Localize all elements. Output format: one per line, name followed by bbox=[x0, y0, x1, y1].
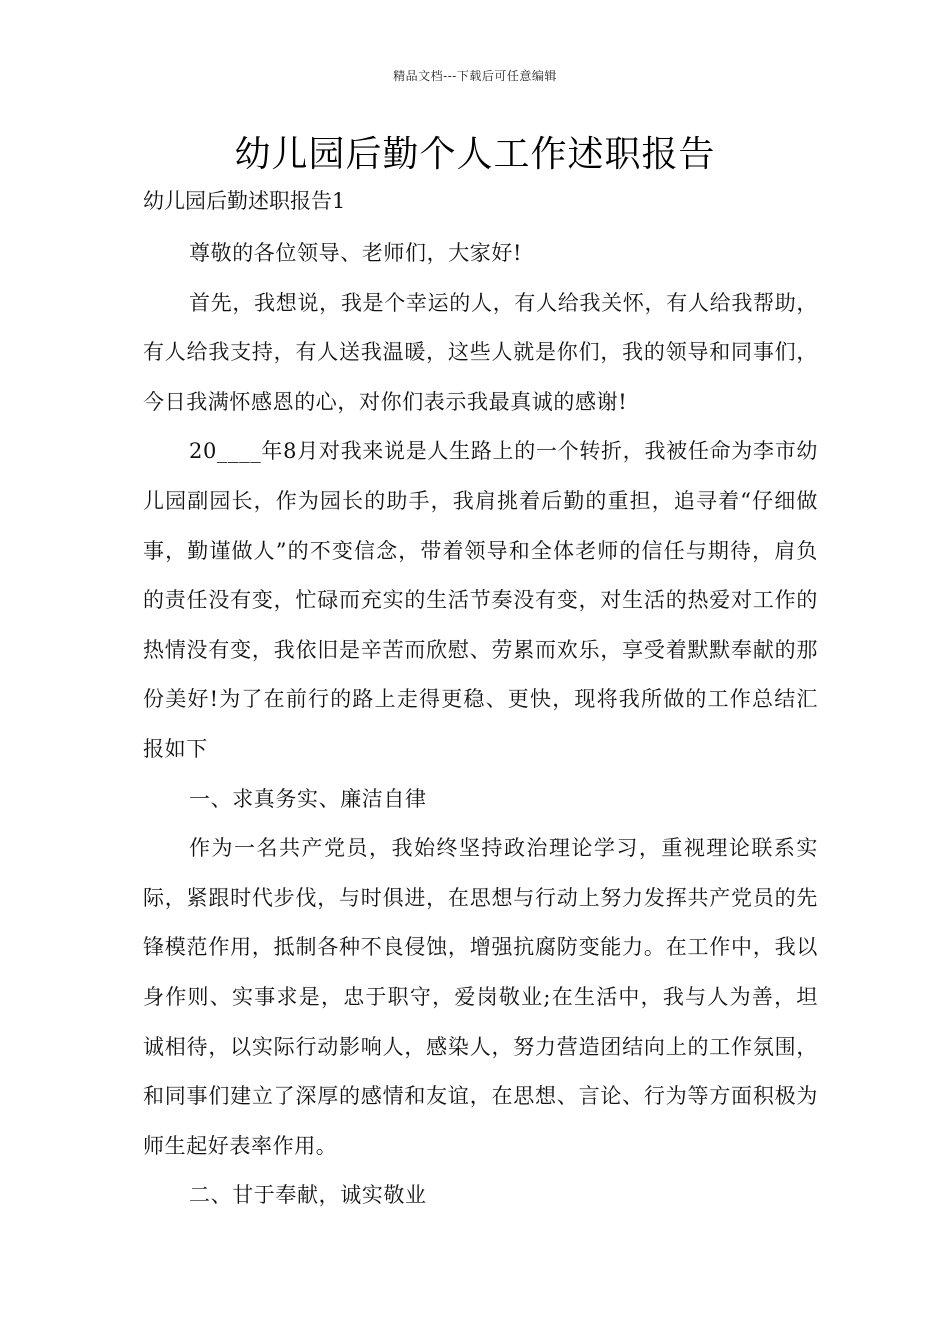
document-title: 幼儿园后勤个人工作述职报告 bbox=[234, 134, 716, 175]
body-paragraph: 首先，我想说，我是个幸运的人，有人给我关怀，有人给我帮助，有人给我支持，有人送我温暖，这些人就是你们，我的领导和同事们，今日我满怀感恩的心，对你们表示我最真诚的感谢! bbox=[143, 290, 818, 414]
header-note: 精品文档---下载后可任意编辑 bbox=[393, 69, 557, 83]
document-subtitle: 幼儿园后勤述职报告1 bbox=[143, 189, 346, 213]
document-body bbox=[143, 229, 818, 1221]
section-heading: 二、甘于奉献，诚实敬业 bbox=[189, 1183, 427, 1208]
body-paragraph: 20____年8月对我来说是人生路上的一个转折，我被任命为李市幼儿园副园长，作为园长的助手，我肩挑着后勤的重担，追寻着“仔细做事，勤谨做人”的不变信念，带着领导和全体老师的信任与期待，肩负的责任没有变，忙碌而充实的生活节奏没有变，对生活的热爱对工作的热情没有变，我依旧是辛苦而欣慰、劳累而欢乐，享受着默默奉献的那份美好!为了在前行的路上走得更稳、更快，现将我所做的工作总结汇报如下 bbox=[143, 439, 818, 761]
body-paragraph: 作为一名共产党员，我始终坚持政治理论学习，重视理论联系实际，紧跟时代步伐，与时俱进，在思想与行动上努力发挥共产党员的先锋模范作用，抵制各种不良侵蚀，增强抗腐防变能力。在工作中，我以身作则、实事求是，忠于职守，爱岗敬业;在生活中，我与人为善，坦诚相待，以实际行动影响人，感染人，努力营造团结向上的工作氛围，和同事们建立了深厚的感情和友谊，在思想、言论、行为等方面积极为师生起好表率作用。 bbox=[143, 836, 818, 1158]
section-heading: 一、求真务实、廉洁自律 bbox=[189, 786, 427, 811]
greeting-paragraph: 尊敬的各位领导、老师们，大家好! bbox=[189, 241, 523, 265]
